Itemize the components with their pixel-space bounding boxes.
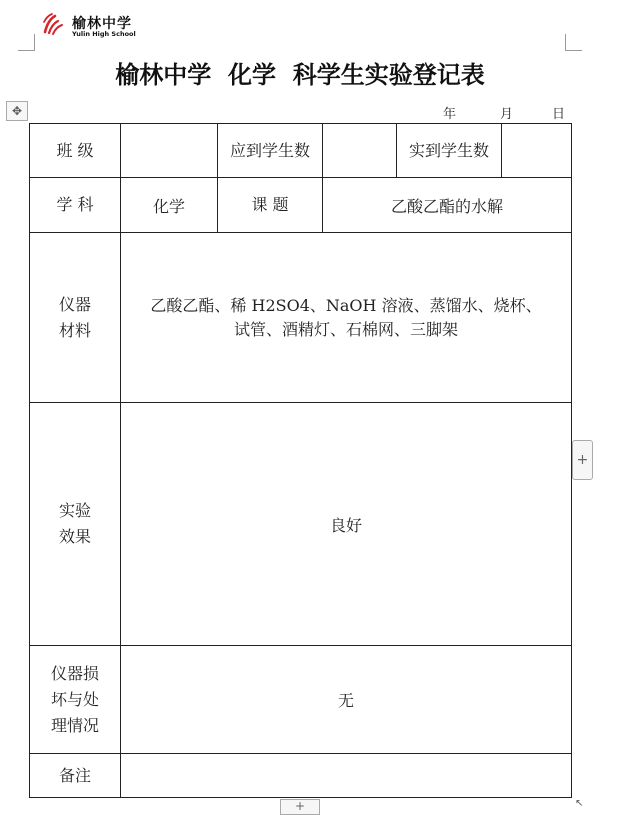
materials-value[interactable] [121, 233, 572, 403]
school-emblem-icon [42, 12, 68, 36]
effect-value[interactable]: 良好 [121, 403, 572, 646]
actual-students-label: 实到学生数 [397, 124, 502, 178]
materials-label-line1: 仪器 [58, 294, 91, 314]
add-row-icon[interactable]: + [280, 799, 320, 815]
subject-value[interactable]: 化学 [121, 178, 218, 233]
remarks-value[interactable] [121, 754, 572, 798]
materials-label-line2: 材料 [58, 320, 91, 340]
materials-value-line2: 试管、酒精灯、石棉网、三脚架 [233, 319, 458, 339]
expected-students-input[interactable] [323, 124, 397, 178]
table-row [30, 754, 572, 798]
table-resize-icon[interactable]: ↖ [575, 798, 584, 809]
damage-label-line2: 坏与处 [50, 689, 99, 709]
damage-label-line1: 仪器损 [50, 663, 99, 683]
crop-mark-top-left [18, 34, 35, 51]
experiment-registration-table [29, 123, 572, 798]
date-day-label: 日 [552, 107, 566, 122]
table-row [30, 124, 572, 178]
table-row [30, 233, 572, 403]
date-month-label: 月 [500, 107, 514, 122]
effect-label-line1: 实验 [58, 501, 91, 520]
class-label: 班 级 [30, 124, 121, 178]
date-year-label: 年 [443, 107, 457, 122]
table-move-icon[interactable]: ✥ [6, 101, 28, 121]
class-input[interactable] [121, 124, 218, 178]
table-row [30, 178, 572, 233]
table-row [30, 646, 572, 754]
damage-value[interactable]: 无 [121, 646, 572, 754]
effect-label [30, 403, 121, 646]
add-column-icon[interactable]: + [572, 440, 593, 480]
damage-label-line3: 理情况 [50, 715, 99, 735]
effect-label-line2: 效果 [58, 527, 91, 546]
damage-label [30, 646, 121, 754]
materials-value-line1: 乙酸乙酯、稀 H2SO4、NaOH 溶液、蒸馏水、烧杯、 [150, 295, 542, 315]
table-row [30, 403, 572, 646]
school-logo [42, 12, 142, 38]
school-name-en: Yulin High School [72, 30, 136, 38]
expected-students-label: 应到学生数 [218, 124, 323, 178]
school-name-cn: 榆林中学 [72, 16, 132, 32]
topic-label: 课 题 [218, 178, 323, 233]
topic-value[interactable]: 乙酸乙酯的水解 [323, 178, 572, 233]
page-title: 榆林中学 化学 科学生实验登记表 [115, 61, 485, 89]
materials-label [30, 233, 121, 403]
subject-label: 学 科 [30, 178, 121, 233]
remarks-label: 备注 [30, 754, 121, 798]
crop-mark-top-right [565, 34, 582, 51]
actual-students-input[interactable] [502, 124, 572, 178]
